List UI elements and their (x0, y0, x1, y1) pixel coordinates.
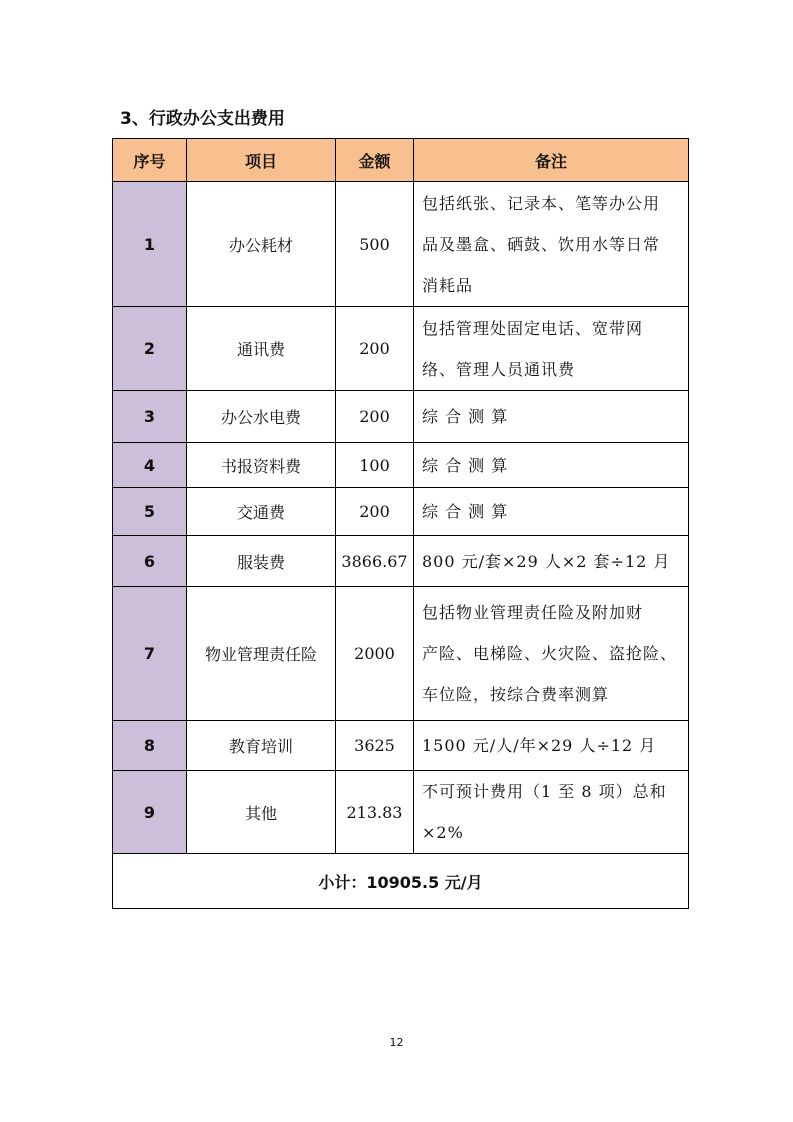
table-row (113, 587, 689, 721)
row-amount: 3625 (336, 721, 414, 771)
row-amount: 3866.67 (336, 536, 414, 587)
row-item: 通讯费 (187, 307, 336, 391)
note-line: 综 合 测 算 (422, 455, 509, 475)
header-item: 项目 (187, 139, 336, 182)
row-item: 其他 (187, 771, 336, 854)
row-amount: 200 (336, 391, 414, 443)
table-row (113, 443, 689, 488)
row-item: 办公耗材 (187, 182, 336, 307)
row-note (414, 307, 689, 391)
note-line: 1500 元/人/年×29 人÷12 月 (422, 736, 657, 755)
note-line: 包括管理处固定电话、宽带网 (422, 318, 644, 338)
note-line: 包括物业管理责任险及附加财 (422, 603, 644, 622)
row-no: 1 (113, 182, 187, 307)
table-row (113, 391, 689, 443)
row-item: 服装费 (187, 536, 336, 587)
row-item: 书报资料费 (187, 443, 336, 488)
row-no: 3 (113, 391, 187, 443)
header-note: 备注 (414, 139, 689, 182)
row-note (414, 771, 689, 854)
row-item: 教育培训 (187, 721, 336, 771)
note-line: 品及墨盒、硒鼓、饮用水等日常 (422, 234, 661, 254)
row-no: 5 (113, 488, 187, 536)
table-header-row (113, 139, 689, 182)
row-amount: 100 (336, 443, 414, 488)
row-note (414, 443, 689, 488)
row-item: 物业管理责任险 (187, 587, 336, 721)
note-line: 800 元/套×29 人×2 套÷12 月 (422, 551, 671, 571)
note-line: 不可预计费用（1 至 8 项）总和 (422, 782, 667, 801)
header-no: 序号 (113, 139, 187, 182)
row-note (414, 488, 689, 536)
expense-table (112, 138, 689, 909)
note-line: 络、管理人员通讯费 (422, 359, 576, 379)
note-line: 车位险，按综合费率测算 (422, 685, 610, 704)
row-no: 7 (113, 587, 187, 721)
row-no: 8 (113, 721, 187, 771)
row-item: 办公水电费 (187, 391, 336, 443)
section-title: 3、行政办公支出费用 (120, 109, 285, 129)
row-item: 交通费 (187, 488, 336, 536)
table-row (113, 182, 689, 307)
table-row (113, 536, 689, 587)
note-line: 包括纸张、记录本、笔等办公用 (422, 193, 661, 213)
table-row (113, 771, 689, 854)
row-note (414, 721, 689, 771)
row-note (414, 536, 689, 587)
row-no: 4 (113, 443, 187, 488)
row-no: 2 (113, 307, 187, 391)
row-no: 9 (113, 771, 187, 854)
row-amount: 500 (336, 182, 414, 307)
row-amount: 2000 (336, 587, 414, 721)
row-amount: 200 (336, 307, 414, 391)
row-note (414, 182, 689, 307)
note-line: ×2% (422, 823, 464, 842)
header-amount: 金额 (336, 139, 414, 182)
note-line: 产险、电梯险、火灾险、盗抢险、 (422, 644, 678, 663)
subtotal-row (113, 854, 689, 909)
note-line: 综 合 测 算 (422, 502, 509, 521)
note-line: 消耗品 (422, 275, 474, 295)
table-row (113, 721, 689, 771)
row-amount: 213.83 (336, 771, 414, 854)
row-amount: 200 (336, 488, 414, 536)
row-no: 6 (113, 536, 187, 587)
table-row (113, 488, 689, 536)
table-row (113, 307, 689, 391)
note-line: 综 合 测 算 (422, 407, 509, 426)
row-note (414, 391, 689, 443)
subtotal: 小计：10905.5 元/月 (113, 854, 689, 909)
row-note (414, 587, 689, 721)
page-number: 12 (389, 1036, 404, 1049)
